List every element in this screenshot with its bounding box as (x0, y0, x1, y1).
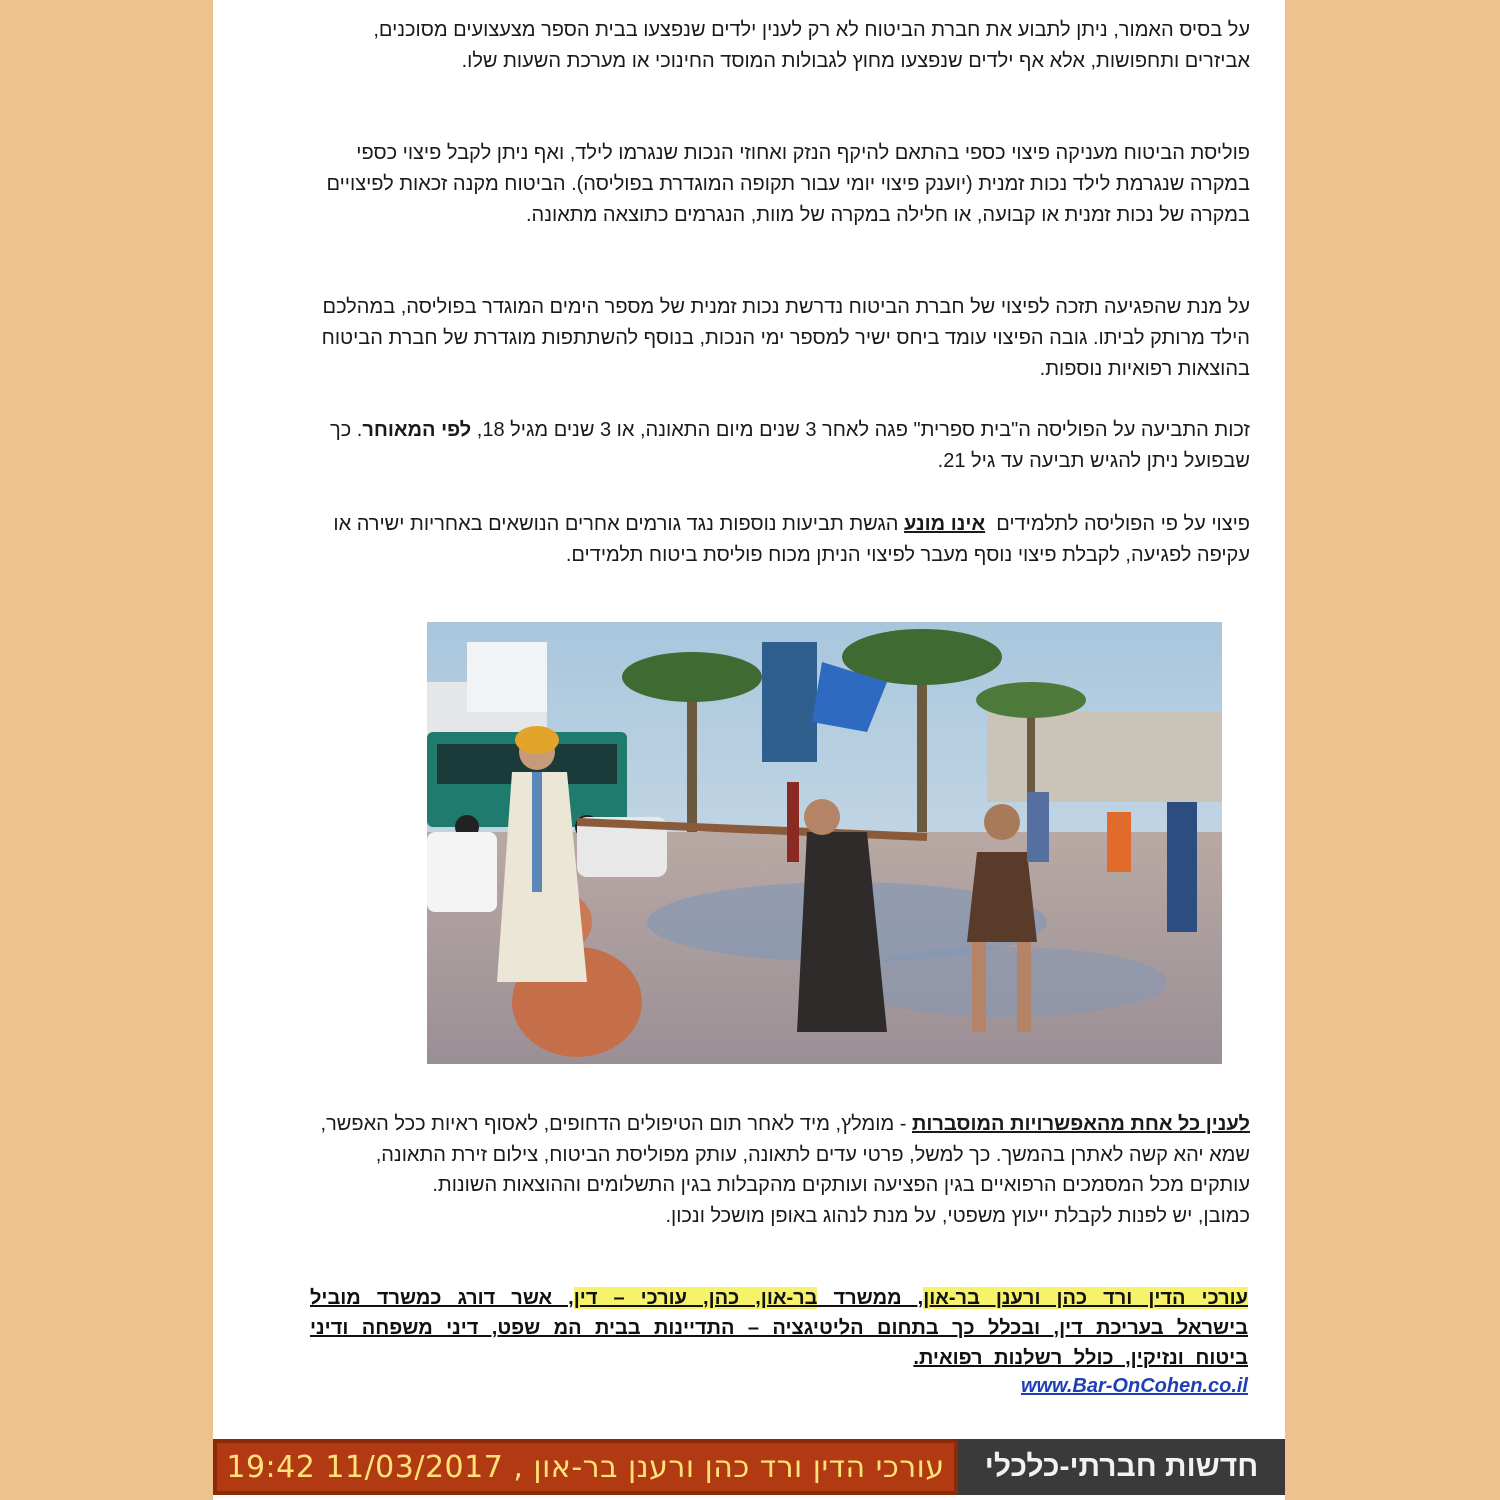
paragraph-6-heading: לענין כל אחת מהאפשרויות המוסברות (912, 1113, 1250, 1135)
footer-byline-box (213, 1439, 958, 1495)
paragraph-3-text: על מנת שהפגיעה תזכה לפיצוי של חברת הביטוח נדרשת נכות זמנית של מספר הימים המוגדר בפוליסה, במהלכם הילד מרותק לביתו. גובה הפיצוי עומד ביחס ישיר למספר ימי הנכות, בנוסף להשתתפות מוגדרת של חברת הביטוח בהוצאות רפואיות נוספות. (321, 296, 1250, 380)
paragraph-3 (310, 292, 1250, 385)
photo-illustration (427, 622, 1222, 1064)
paragraph-1 (310, 15, 1250, 77)
paragraph-6 (310, 1109, 1250, 1231)
street-performers-photo (427, 622, 1222, 1064)
law-firm-paragraph (310, 1283, 1248, 1373)
website-link[interactable]: www.Bar-OnCohen.co.il (1020, 1375, 1248, 1397)
paragraph-5-start: פיצוי על פי הפוליסה לתלמידים (996, 513, 1250, 535)
footer-byline-text: עורכי הדין ורד כהן ורענן בר-און , 11/03/2017 19:42 (226, 1449, 945, 1485)
footer-section-box (958, 1439, 1285, 1495)
footer-section-title: חדשות חברתי-כלכלי (984, 1450, 1259, 1483)
paragraph-5-end: הגשת תביעות נוספות נגד גורמים אחרים הנושאים באחריות ישירה או עקיפה לפגיעה, לקבלת פיצוי נוסף מעבר לפיצוי הניתן מכוח פוליסת ביטוח תלמידים. (333, 513, 1250, 566)
paragraph-4 (310, 415, 1250, 477)
paragraph-1-text: על בסיס האמור, ניתן לתבוע את חברת הביטוח לא רק לענין ילדים שנפצעו בבית הספר מצעצועים מסוכנים, אביזרים ותחפושות, אלא אף ילדים שנפצעו מחוץ לגבולות המוסד החינוכי או מערכת השעות שלו. (373, 19, 1250, 72)
paragraph-4-end: . כך שבפועל ניתן להגיש תביעה עד גיל 21. (330, 419, 1250, 472)
paragraph-2 (310, 138, 1250, 231)
paragraph-4-bold: לפי המאוחר (362, 419, 472, 441)
firm-text-rest: , אשר דורג כמשרד מוביל בישראל בעריכת דין, ובכלל כך בתחום הליטיגציה – התדיינות בבית המ שפט, דיני משפחה ודיני ביטוח ונזיקין, כולל רשלנות רפואית. (310, 1287, 1248, 1369)
firm-name-highlight: בר-און, כהן, עורכי – דין (573, 1287, 818, 1309)
firm-lawyers-highlight: עורכי הדין ורד כהן ורענן בר-און (923, 1287, 1248, 1309)
paragraph-5 (310, 509, 1250, 571)
paragraph-2-text: פוליסת הביטוח מעניקה פיצוי כספי בהתאם להיקף הנזק ואחוזי הנכות שנגרמו לילד, ואף ניתן לקבל פיצוי כספי במקרה שנגרמת לילד נכות זמנית (יוענק פיצוי יומי עבור תקופה המוגדרת בפוליסה). הביטוח מקנה זכאות לפיצויים במקרה של נכות זמנית או קבועה, או חלילה במקרה של מוות, הנגרמים כתוצאה מתאונה. (326, 142, 1250, 226)
paragraph-7-text: כמובן, יש לפנות לקבלת ייעוץ משפטי, על מנת לנהוג באופן מושכל ונכון. (665, 1204, 1250, 1227)
paragraph-5-underlined: אינו מונע (904, 513, 986, 535)
paragraph-6-body: - מומלץ, מיד לאחר תום הטיפולים הדחופים, לאסוף ראיות ככל האפשר, שמא יהא קשה לאתרן בהמשך. כך למשל, פרטי עדים לתאונה, עותק מפוליסת הביטוח, צילום זירת התאונה, עותקים מכל המסמכים הרפואיים בגין הפציעה ועותקים מהקבלות בגין התשלומים וההוצאות השונות. (320, 1113, 1250, 1196)
paragraph-4-text: זכות התביעה על הפוליסה ה"בית ספרית" פגה לאחר 3 שנים מיום התאונה, או 3 שנים מגיל 18, (476, 419, 1250, 441)
footer-bar (213, 1437, 1285, 1497)
firm-text-middle: , ממשרד (817, 1287, 924, 1309)
